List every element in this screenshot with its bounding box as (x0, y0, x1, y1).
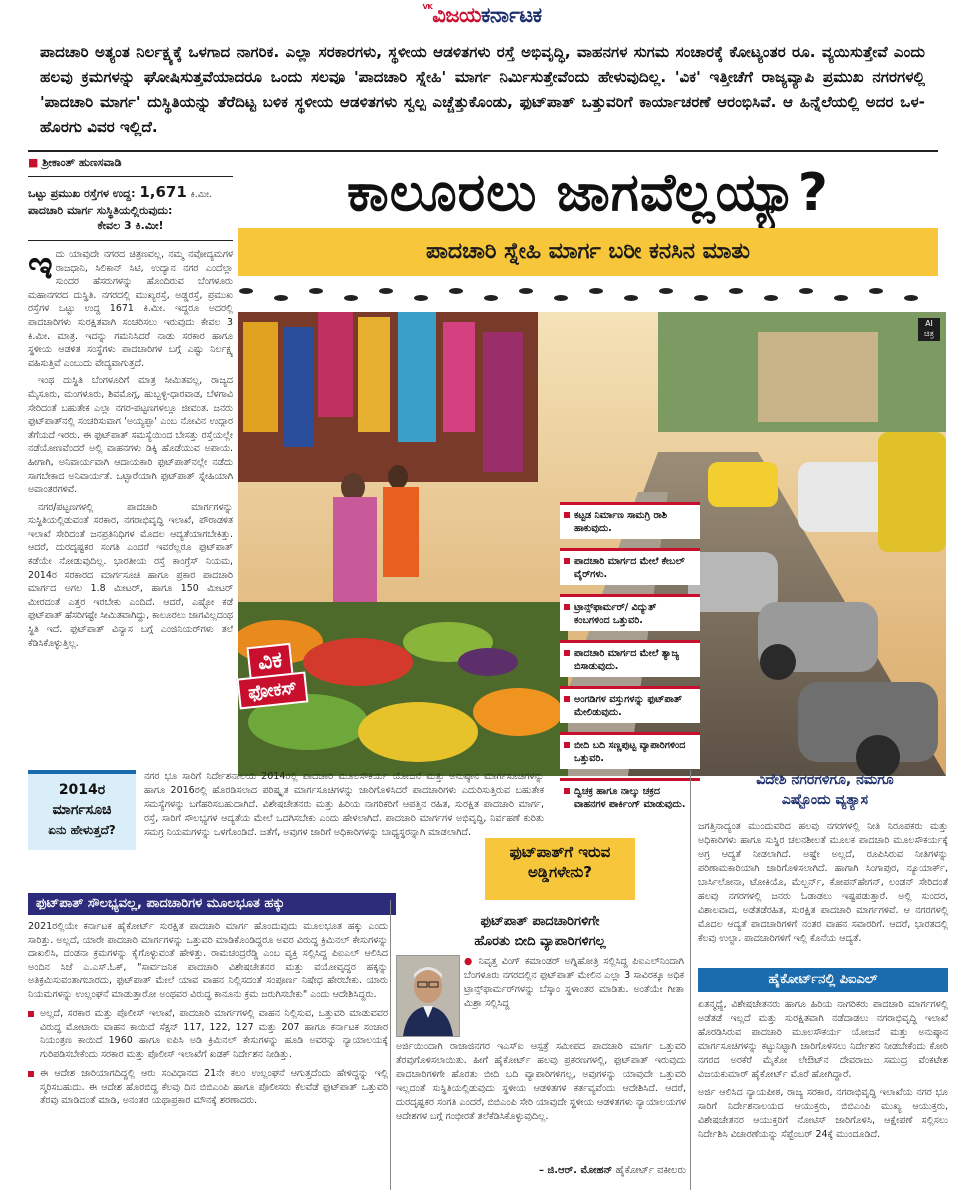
foreign-cities-heading: ವಿದೇಶಿ ನಗರಗಳಿಗೂ, ನಮಗೂ ಎಷ್ಟೊಂದು ವ್ಯತ್ಯಾಸ (756, 772, 894, 808)
guideline-2014-box: 2014ರ ಮಾರ್ಗಸೂಚಿ ಏನು ಹೇಳುತ್ತದೆ? (28, 770, 136, 850)
footprint-icon (414, 295, 428, 301)
footprint-icon (344, 295, 358, 301)
obstacle-item: ಅಂಗಡಿಗಳ ವಸ್ತುಗಳನ್ನು ಫುಟ್‌ಪಾತ್ ಮೇಲಿಡುವುದು. (560, 686, 700, 723)
obstacle-item: ಬೀದಿ ಬದಿ ಸಣ್ಣಪುಟ್ಟ ವ್ಯಾಪಾರಿಗಳಿಂದ ಒತ್ತುವರಿ. (560, 732, 700, 769)
footprint-icon (554, 295, 568, 301)
newspaper-logo: $^{VK}$ವಿಜಯಕರ್ನಾಟಕ (422, 3, 542, 27)
intro-paragraph: ಪಾದಚಾರಿ ಅತ್ಯಂತ ನಿರ್ಲಕ್ಷ್ಯಕ್ಕೆ ಒಳಗಾದ ನಾಗರಿಕ. ಎಲ್ಲಾ ಸರಕಾರಗಳು, ಸ್ಥಳೀಯ ಆಡಳಿತಗಳು ರಸ್ತೆ ಅಭಿವೃದ್ಧಿ, ವಾಹನಗಳ ಸುಗಮ ಸಂಚಾರಕ್ಕೆ ಕೋಟ್ಯಂತರ ರೂ. ವ್ಯಯಿಸುತ್ತೇವೆ ಎಂದು ಹಲವು ಕ್ರಮಗಳನ್ನು ಘೋಷಿಸುತ್ತವೆಯಾದರೂ ಒಂದು ಸಲವೂ 'ಪಾದಚಾರಿ ಸ್ನೇಹಿ' ಮಾರ್ಗ ನಿರ್ಮಿಸುತ್ತೇವೆಂದು ಹೇಳುವುದಿಲ್ಲ. 'ವಿಕ' ಇತ್ತೀಚೆಗೆ ರಾಜ್ಯವ್ಯಾಪಿ ಪ್ರಮುಖ ನಗರಗಳಲ್ಲಿ 'ಪಾದಚಾರಿ ಮಾರ್ಗ' ದುಸ್ಥಿತಿಯನ್ನು ತೆರೆದಿಟ್ಟ ಬಳಿಕ ಸ್ಥಳೀಯ ಆಡಳಿತಗಳು ಸ್ವಲ್ಪ ಎಚ್ಚೆತ್ತುಕೊಂಡು, ಫುಟ್‌ಪಾತ್ ಒತ್ತುವರಿಗೆ ಕಾರ್ಯಾಚರಣೆ ಆರಂಭಿಸಿವೆ. ಆ ಹಿನ್ನೆಲೆಯಲ್ಲಿ ಅದರ ಒಳ-ಹೊರಗು ವಿವರ ಇಲ್ಲಿದೆ. (40, 43, 925, 136)
bullet-point: ಅಲ್ಲದೆ, ಸರಕಾರ ಮತ್ತು ಪೊಲೀಸ್ ಇಲಾಖೆ, ಪಾದಚಾರಿ ಮಾರ್ಗಗಳಲ್ಲಿ ವಾಹನ ನಿಲ್ಲಿಸುವ, ಒತ್ತುವರಿ ಮಾಡುವವರ ವಿರುದ್ಧ ಮೋಟಾರು ವಾಹನ ಕಾಯಿದೆ ಸೆಕ್ಷನ್ 117, 122, 127 ಮತ್ತು 207 ಹಾಗೂ ಕರ್ನಾಟಕ ಸಂಚಾರ ನಿಯಂತ್ರಣ ಕಾಯಿದೆ 1960 ಹಾಗೂ ಐಪಿಸಿ ಅಡಿ ಕ್ರಿಮಿನಲ್ ಕೇಸುಗಳನ್ನು ಹೂಡಿ ಅವರನ್ನು ನ್ಯಾಯಾಲಯಕ್ಕೆ ಗುರಿಪಡಿಸಬೇಕೆಂದು ಸರಕಾರ ಮತ್ತು ಪೊಲೀಸ್ ಇಲಾಖೆಗೆ ಖಡಕ್ ನಿರ್ದೇಶನ ನೀಡಿತ್ತು. (28, 1007, 388, 1061)
byline: ■ ಶ್ರೀಕಾಂತ್ ಹುಣಸವಾಡಿ (28, 156, 122, 169)
footprint-icon (764, 295, 778, 301)
divider (28, 240, 233, 241)
obstacles-list (560, 502, 700, 824)
footprint-icon (834, 295, 848, 301)
bullet-point: ಈ ಆದೇಶ ಜಾರಿಯಾಗದಿದ್ದಲ್ಲಿ ಆರು ಸಂವಿಧಾನದ 21ನೇ ಕಲಂ ಉಲ್ಲಂಘನೆ ಆಗುತ್ತದೆಂದು ಹೇಳಿದ್ದನ್ನು ಇಲ್ಲಿ ಸ್ಮರಿಸಬಹುದು. ಈ ಆದೇಶ ಹೊರಬಿದ್ದ ಕೆಲವು ದಿನ ಬಿಬಿಎಂಪಿ ಹಾಗೂ ಪೊಲೀಸರು ಕೆಲವೆಡೆ ಫುಟ್‌ಪಾತ್ ಒತ್ತುವರಿ ತೆರವು ಮಾಡಿದಂತೆ ಮಾಡಿ, ಅನಂತರ ಯಥಾಪ್ರಕಾರ ಮೌನಕ್ಕೆ ಶರಣಾದರು. (28, 1067, 388, 1108)
vika-focus-stamp: ವಿಕ ಫೋಕಸ್ (238, 645, 358, 715)
ai-image-badge: AI ಚಿತ್ರ (918, 318, 940, 341)
obstacle-item: ಪಾದಚಾರಿ ಮಾರ್ಗದ ಮೇಲೆ ಕೇಬಲ್ ವೈರ್‌ಗಳು. (560, 548, 700, 585)
footprint-icon (239, 288, 253, 294)
footpath-rights-banner: ಫುಟ್‌ಪಾತ್ ಸೌಲಭ್ಯವಲ್ಲ, ಪಾದಚಾರಿಗಳ ಮೂಲಭೂತ ಹಕ್ಕು (28, 893, 396, 915)
footprint-icon (309, 288, 323, 294)
footprint-icon (624, 295, 638, 301)
footprint-icon (449, 288, 463, 294)
footprint-icon (694, 295, 708, 301)
drop-cap: ಇ (28, 243, 53, 287)
footprint-icon (379, 288, 393, 294)
footprint-icon (729, 288, 743, 294)
lawyer-quote-continued: ಅರ್ಜಿಯಿಂದಾಗಿ ರಾಜಾಜಿನಗರ ಇಎಸ್‌ಐ ಆಸ್ಪತ್ರೆ ಸಮೀಪದ ಪಾದಚಾರಿ ಮಾರ್ಗ ಒತ್ತುವರಿ ತೆರವುಗೊಳಿಸಲಾಯಿತು. ಹೀಗೆ ಹೈಕೋರ್ಟ್ ಹಲವು ಪ್ರಕರಣಗಳಲ್ಲಿ, ಫುಟ್‌ಪಾತ್ ಇರುವುದು ಪಾದಚಾರಿಗಳಿಗೇ ಹೊರತು ಬೀದಿ ಬದಿ ವ್ಯಾಪಾರಿಗಳಿಗಲ್ಲ, ಅವುಗಳನ್ನು ಯಾವುದೇ ಒತ್ತುವರಿ ಇಲ್ಲದಂತೆ ಸುಸ್ಥಿತಿಯಲ್ಲಿಡುವುದು ಸ್ಥಳೀಯ ಆಡಳಿತಗಳ ಕರ್ತವ್ಯವೆಂದು ಆದೇಶಿಸಿದೆ. ಆದರೆ, ದುರದೃಷ್ಟಕರ ಸಂಗತಿ ಎಂದರೆ, ಬಿಬಿಎಂಪಿ ಸೇರಿ ಯಾವುದೇ ಸ್ಥಳೀಯ ಆಡಳಿತಗಳು ನ್ಯಾಯಾಲಯಗಳ ಆದೇಶಗಳ ಬಗ್ಗೆ ಗಂಭೀರತೆ ತಲೆಕೆಡಿಸಿಕೊಳ್ಳುವುದಿಲ್ಲ. (396, 1041, 686, 1122)
footprint-icon (484, 295, 498, 301)
subheadline: ಪಾದಚಾರಿ ಸ್ನೇಹಿ ಮಾರ್ಗ ಬರೀ ಕನಸಿನ ಮಾತು (238, 228, 938, 276)
obstacle-item: ದ್ವಿಚಕ್ರ ಹಾಗೂ ನಾಲ್ಕು ಚಕ್ರದ ವಾಹನಗಳ ಪಾರ್ಕಿಂಗ್ ಮಾಡುವುದು. (560, 778, 700, 815)
guideline-2014-text: ನಗರ ಭೂ ಸಾರಿಗೆ ನಿರ್ದೇಶನಾಲಯ 2014ರಲ್ಲಿ ಪಾದಚಾರಿ ಮೂಲಸೌಕರ್ಯ ಯೋಜನೆ ಮತ್ತು ಅನುಷ್ಠಾನ ಮಾರ್ಗಸೂಚಿಗಳನ್ನು ಹಾಗೂ 2016ರಲ್ಲಿ ಹೊರಡಿಸಲಾದ ಪರಿಷ್ಕೃತ ಮಾರ್ಗಸೂಚಿಗಳನ್ನು ಜಾರಿಗೊಳಿಸಿದರೆ ಪಾದಚಾರಿಗಳು ಎದುರಿಸುತ್ತಿರುವ ಬಹುತೇಕ ಸಮಸ್ಯೆಗಳನ್ನು ಬಗೆಹರಿಸಬಹುದಾಗಿದೆ. ವಿಶೇಷಚೇತನರು ಮತ್ತು ಹಿರಿಯ ನಾಗರಿಕರಿಗೆ ಆಪತ್ತಿನ ರಹಿತ, ಸುರಕ್ಷಿತ ಪಾದಚಾರಿ ಮಾರ್ಗ, ರಸ್ತೆ, ಸಾರಿಗೆ ಸೌಲಭ್ಯಗಳ ಆದ್ಯತೆಯ ಮೇಲೆ ಒದಗಿಸಬೇಕು ಎಂದು ಹೇಳಲಾಗಿದೆ. ಪಾದಚಾರಿ ಮಾರ್ಗಗಳ ಅಭಿವೃದ್ಧಿ, ನಿರ್ವಹಣೆ ಕುರಿತು ಸಮಗ್ರ ನಿಯಮಗಳನ್ನು ಒಳಗೊಂಡಿದೆ. ಜತೆಗೆ, ಅವುಗಳ ಜಾರಿಗೆ ಅಧಿಕಾರಿಗಳನ್ನು ಬಾಧ್ಯಸ್ಥರನ್ನಾಗಿ ಮಾಡಲಾಗಿದೆ. (144, 771, 544, 838)
footprint-icon (274, 295, 288, 301)
divider (28, 150, 938, 152)
fact-box: ಒಟ್ಟು ಪ್ರಮುಖ ರಸ್ತೆಗಳ ಉದ್ದ: 1,671 ಕಿ.ಮೀ. ಪಾದಚಾರಿ ಮಾರ್ಗ ಸುಸ್ಥಿತಿಯಲ್ಲಿರುವುದು: ಕೇವಲ 3 ಕಿ.ಮೀ! (28, 183, 212, 232)
footprint-icon (659, 288, 673, 294)
headline: ಕಾಲೂರಲು ಜಾಗವೆಲ್ಲಯ್ಯಾ? (347, 163, 829, 223)
footprint-icon (799, 288, 813, 294)
main-article: ಇದು ಯಾವುದೇ ನಗರದ ಚಿತ್ರಣವಲ್ಲ, ನಮ್ಮ ನವೋದ್ಯಮಗಳ ರಾಜಧಾನಿ, ಸಿಲಿಕಾನ್ ಸಿಟಿ, ಉದ್ಯಾನ ನಗರ ಎಂದೆಲ್ಲಾ ಸುಂದರ ಹೆಸರುಗಳನ್ನು ಹೊಂದಿರುವ ಬೆಂಗಳೂರು ಮಹಾನಗರದ ದುಸ್ಥಿತಿ. ನಗರದಲ್ಲಿ ಮುಖ್ಯರಸ್ತೆ, ಅಡ್ಡರಸ್ತೆ, ಪ್ರಮುಖ ರಸ್ತೆಗಳ ಒಟ್ಟು ಉದ್ದ 1671 ಕಿ.ಮೀ. ಇದ್ದರೂ ಅದರಲ್ಲಿ ಪಾದಚಾರಿಗಳು ಸುರಕ್ಷಿತವಾಗಿ ಸಂಚರಿಸಲು ಇರುವುದು ಕೇವಲ 3 ಕಿ.ಮೀ. ಮಾತ್ರ. ಇದನ್ನು ಗಮನಿಸಿದರೆ ನಾಡು ಸರಕಾರ ಹಾಗೂ ಸ್ಥಳೀಯ ಆಡಳಿತ ಸಂಸ್ಥೆಗಳು ಪಾದಚಾರಿಗಳ ಬಗ್ಗೆ ಎಷ್ಟು ನಿರ್ಲಕ್ಷ್ಯ ವಹಿಸುತ್ತಿವೆ ಎಂಬುದು ವೇದ್ಯವಾಗುತ್ತದೆ. ಇಂಥ ದುಸ್ಥಿತಿ ಬೆಂಗಳೂರಿಗೆ ಮಾತ್ರ ಸೀಮಿತವಲ್ಲ, ರಾಜ್ಯದ ಮೈಸೂರು, ಮಂಗಳೂರು, ಶಿವಮೊಗ್ಗ, ಹುಬ್ಬಳ್ಳಿ-ಧಾರವಾಡ, ಬೆಳಗಾವಿ ಸೇರಿದಂತೆ ಬಹುತೇಕ ಎಲ್ಲಾ ನಗರ-ಪಟ್ಟಣಗಳಲ್ಲೂ ಜೀವಂತ. ಜನರು ಫುಟ್‌ಪಾತ್‌ನಲ್ಲಿ ಸಂಚರಿಸುವಾಗ 'ಅಯ್ಯಪ್ಪಾ' ಎಂಬ ನೋವಿನ ಉದ್ಗಾರ ತೆಗೆಯದೆ ಇರರು. ಈ ಫುಟ್‌ಪಾತ್ ಸಮಸ್ಯೆಯಿಂದ ಬೇಸತ್ತು ರಸ್ತೆಯಲ್ಲೇ ನಡೆಯೋಣವೆಂದರೆ ಅಲ್ಲಿ ವಾಹನಗಳು ಡಿಕ್ಕಿ ಹೊಡೆಯುವ ಅಪಾಯ. ಹೀಗಾಗಿ, ಅನಿವಾರ್ಯವಾಗಿ ಆದಾಯಕಾರಿ ಫುಟ್‌ಪಾತ್‌ನಲ್ಲೇ ನಡೆದು ಸಾಗಬೇಕಾದ ಅನಿವಾರ್ಯತೆ. ಒಟ್ಟಾರೆಯಾಗಿ ಫುಟ್‌ಪಾತ್ ಸ್ನೇಹಿಯಾಗಿ ಅವಾಂತರಗಳಿವೆ. ನಗರ/ಪಟ್ಟಣಗಳಲ್ಲಿ ಪಾದಚಾರಿ ಮಾರ್ಗಗಳನ್ನು ಸುಸ್ಥಿತಿಯಲ್ಲಿಡುವಂತೆ ಸರಕಾರ, ನಗರಾಭಿವೃದ್ಧಿ ಇಲಾಖೆ, ಪೌರಾಡಳಿತ ಇಲಾಖೆ ಸೇರಿದಂತೆ ಜನಪ್ರತಿನಿಧಿಗಳ ಮೊದಲ ಆದ್ಯತೆಯಾಗಬೇಕಿತ್ತು. ಆದರೆ, ದುರದೃಷ್ಟಕರ ಸಂಗತಿ ಎಂದರೆ ಇವರೆಲ್ಲರೂ ಫುಟ್‌ಪಾತ್ ಕಡೆಯೇ ನೋಡುವುದಿಲ್ಲ. ಭಾರತೀಯ ರಸ್ತೆ ಕಾಂಗ್ರೆಸ್ ನಿಯಮ, 2014ರ ಸರಕಾರದ ಮಾರ್ಗಸೂಚಿ ಹಾಗೂ ಪ್ರಕಾರ ಪಾದಚಾರಿ ಮಾರ್ಗದ ಅಗಲ 1.8 ಮೀಟರ್, ಹಾಗೂ 150 ಮೀಟರ್ ಮೀರದಂತೆ ಎತ್ತರ ಇರಬೇಕು ಎಂದಿದೆ. ಆದರೆ, ಎಷ್ಟೋ ಕಡೆ ಫುಟ್‌ಪಾತ್ ಹೆಸರಿಗಷ್ಟೇ ಸೀಮಿತವಾಗಿದ್ದು, ಕಾಲೂರಲು ಜಾಗವಿಲ್ಲದಂಥ ಸ್ಥಿತಿ ಇದೆ. ಫುಟ್‌ಪಾತ್ ವಿನ್ಯಾಸ ಬಗ್ಗೆ ಎಂಜಿನಿಯರ್‌ಗಳು ತಲೆ ಕೆಡಿಸಿಕೊಳ್ಳುತ್ತಿಲ್ಲ. (28, 243, 233, 649)
lawyer-signature: – ಜಿ.ಆರ್. ಮೋಹನ್ ಹೈಕೋರ್ಟ್ ವಕೀಲರು (539, 1165, 686, 1176)
footprint-icon (869, 288, 883, 294)
obstacle-item: ಟ್ರಾನ್ಸ್‌ಫಾರ್ಮರ್/ ವಿದ್ಯುತ್ ಕಂಬಗಳಿಂದ ಒತ್ತುವರಿ. (560, 594, 700, 631)
high-court-pil-banner: ಹೈಕೋರ್ಟ್‌ನಲ್ಲಿ ಪಿಐಎಲ್ (698, 968, 948, 992)
lawyer-portrait (396, 955, 460, 1037)
lawyer-quote-heading: ಫುಟ್‌ಪಾತ್ ಪಾದಚಾರಿಗಳಿಗೇ ಹೊರತು ಬೀದಿ ವ್ಯಾಪಾರಿಗಳಿಗಲ್ಲ (474, 914, 606, 949)
column-divider (390, 900, 391, 1190)
divider (28, 176, 233, 177)
obstacle-item: ಪಾದಚಾರಿ ಮಾರ್ಗದ ಮೇಲೆ ತ್ಯಾಜ್ಯ ಬಿಸಾಡುವುದು. (560, 640, 700, 677)
lawyer-quote-text: ● ನಿವೃತ್ತ ವಿಂಗ್ ಕಮಾಂಡರ್ ಅಗ್ನಿಹೋತ್ರಿ ಸಲ್ಲಿಸಿದ್ದ ಪಿಐಎಲ್‌ನಿಂದಾಗಿ ಬೆಂಗಳೂರು ನಗರದಲ್ಲಿನ ಫುಟ್‌ಪಾತ್ ಮೇಲಿನ ಎಲ್ಲಾ 3 ಸಾವಿರಕ್ಕೂ ಅಧಿಕ ಟ್ರಾನ್ಸ್‌ಫಾರ್ಮರ್‌ಗಳನ್ನು ಬೆಸ್ಕಾಂ ಸ್ಥಳಾಂತರ ಮಾಡಿತು. ಅಂತೆಯೇ ಗೀತಾ ಮಿಶ್ರಾ ಸಲ್ಲಿಸಿದ್ದ (464, 956, 684, 1009)
footpath-rights-text: 2021ರಲ್ಲಿಯೇ ಕರ್ನಾಟಕ ಹೈಕೋರ್ಟ್ ಸುರಕ್ಷಿತ ಪಾದಚಾರಿ ಮಾರ್ಗ ಹೊಂದುವುದು ಮೂಲಭೂತ ಹಕ್ಕು ಎಂದು ಸಾರಿತ್ತು. ಅಲ್ಲದೆ, ಯಾರೇ ಪಾದಚಾರಿ ಮಾರ್ಗಗಳನ್ನು ಒತ್ತುವರಿ ಮಾಡಿಕೊಂಡಿದ್ದರೂ ಅವರ ವಿರುದ್ಧ ಕ್ರಿಮಿನಲ್ ಕೇಸುಗಳನ್ನು ದಾಖಲಿಸಿ, ದಂಡನಾ ಕ್ರಮಗಳನ್ನು ಕೈಗೊಳ್ಳುವಂತೆ ಹೇಳಿತ್ತು. ರಾಮಚಂದ್ರರೆಡ್ಡಿ ಎಂಬ ವ್ಯಕ್ತಿ ಸಲ್ಲಿಸಿದ್ದ ಪಿಐಎಲ್ ಆಲಿಸಿದ ಅಂದಿನ ಸಿಜೆ ಎ.ಎಸ್.ಓಕ್, "ಸಾರ್ವಜನಿಕ ಪಾದಚಾರಿ ವಿಶೇಷಚೇತನರ ಮತ್ತು ವಯೋವೃದ್ಧರ ಹಕ್ಕನ್ನು ಅತಿಕ್ರಮಿಸುವಂತಾಗಬಾರದು, ಫುಟ್‌ಪಾತ್ ಮೇಲೆ ಯಾವ ವಾಹನ ನಿಲ್ಲಿಸದಂತೆ ಸಂಪೂರ್ಣ ನಿಷೇಧ ಹೇರಬೇಕು. ಯಾರು ನಿಯಮಗಳನ್ನು ಉಲ್ಲಂಘನೆ ಮಾಡುತ್ತಾರೋ ಅಂಥವರ ವಿರುದ್ಧ ಕಾನೂನು ಕ್ರಮ ಜರುಗಿಸಬೇಕು" ಎಂದು ಆದೇಶಿಸಿದ್ದರು. ಅಲ್ಲದೆ, ಸರಕಾರ ಮತ್ತು ಪೊಲೀಸ್ ಇಲಾಖೆ, ಪಾದಚಾರಿ ಮಾರ್ಗಗಳಲ್ಲಿ ವಾಹನ ನಿಲ್ಲಿಸುವ, ಒತ್ತುವರಿ ಮಾಡುವವರ ವಿರುದ್ಧ ಮೋಟಾರು ವಾಹನ ಕಾಯಿದೆ ಸೆಕ್ಷನ್ 117, 122, 127 ಮತ್ತು 207 ಹಾಗೂ ಕರ್ನಾಟಕ ಸಂಚಾರ ನಿಯಂತ್ರಣ ಕಾಯಿದೆ 1960 ಹಾಗೂ ಐಪಿಸಿ ಅಡಿ ಕ್ರಿಮಿನಲ್ ಕೇಸುಗಳನ್ನು ಹೂಡಿ ಅವರನ್ನು ನ್ಯಾಯಾಲಯಕ್ಕೆ ಗುರಿಪಡಿಸಬೇಕೆಂದು ಸರಕಾರ ಮತ್ತು ಪೊಲೀಸ್ ಇಲಾಖೆಗೆ ಖಡಕ್ ನಿರ್ದೇಶನ ನೀಡಿತ್ತು. ಈ ಆದೇಶ ಜಾರಿಯಾಗದಿದ್ದಲ್ಲಿ ಆರು ಸಂವಿಧಾನದ 21ನೇ ಕಲಂ ಉಲ್ಲಂಘನೆ ಆಗುತ್ತದೆಂದು ಹೇಳಿದ್ದನ್ನು ಇಲ್ಲಿ ಸ್ಮರಿಸಬಹುದು. ಈ ಆದೇಶ ಹೊರಬಿದ್ದ ಕೆಲವು ದಿನ ಬಿಬಿಎಂಪಿ ಹಾಗೂ ಪೊಲೀಸರು ಕೆಲವೆಡೆ ಫುಟ್‌ಪಾತ್ ಒತ್ತುವರಿ ತೆರವು ಮಾಡಿದಂತೆ ಮಾಡಿ, ಅನಂತರ ಯಥಾಪ್ರಕಾರ ಮೌನಕ್ಕೆ ಶರಣಾದರು. (28, 921, 388, 1106)
masthead (0, 0, 964, 34)
footprint-icon (904, 295, 918, 301)
foreign-cities-text: ಜಗತ್ತಿನಾದ್ಯಂತ ಮುಂದುವರಿದ ಹಲವು ನಗರಗಳಲ್ಲಿ ನೀತಿ ನಿರೂಪಕರು ಮತ್ತು ಅಧಿಕಾರಿಗಳು ಹಾಗೂ ಸುಸ್ಥಿರ ಚಲನಶೀಲತೆ ಮೂಲಕ ಪಾದಚಾರಿ ಮೂಲಸೌಕರ್ಯಕ್ಕೆ ಅಗ್ರ ಆದ್ಯತೆ ನೀಡಲಾಗಿದೆ. ಅಷ್ಟೇ ಅಲ್ಲದೆ, ರೂಪಿಸಿರುವ ನೀತಿಗಳನ್ನು ಪರಿಣಾಮಕಾರಿಯಾಗಿ ಜಾರಿಗೊಳಿಸಲಾಗಿದೆ. ಹಾಗಾಗಿ ಸಿಂಗಾಪುರ, ನ್ಯೂಯಾರ್ಕ್, ಬಾರ್ಸಿಲೋನಾ, ಟೋಕಿಯೊ, ಮೆಲ್ಬರ್ನ್, ಕೋಪನ್‌ಹೇಗನ್, ಲಂಡನ್ ಸೇರಿದಂತೆ ಹಲವು ನಗರಗಳಲ್ಲಿ ಜನರು ಓಡಾಡಲು ಇಷ್ಟಪಡುತ್ತಾರೆ. ಅಲ್ಲಿ ಸುಂದರ, ವಿಶಾಲವಾದ, ಅಡೆತಡೆರಹಿತ, ಸುರಕ್ಷಿತ ಪಾದಚಾರಿ ಮಾರ್ಗಗಳಿವೆ. ಆ ನಗರಗಳಲ್ಲಿ ಮೊದಲ ಆದ್ಯತೆ ಪಾದಚಾರಿಗಳಿಗೆ ನಂತರ ವಾಹನ ಸವಾರರಿಗೆ. ಆದರೆ, ಭಾರತದಲ್ಲಿ ಕೆಲವು ಉಲ್ಟಾ. ಪಾದಚಾರಿಗಳಿಗೆ ಇಲ್ಲಿ ಕೊನೆಯ ಆದ್ಯತೆ. (698, 821, 948, 944)
high-court-pil-text: ಏತನ್ಮಧ್ಯೆ, ವಿಶೇಷಚೇತನರು ಹಾಗೂ ಹಿರಿಯ ನಾಗರಿಕರು ಪಾದಚಾರಿ ಮಾರ್ಗಗಳಲ್ಲಿ ಅಡೆತಡೆ ಇಲ್ಲದೆ ಮತ್ತು ಸುರಕ್ಷಿತವಾಗಿ ನಡೆದಾಡಲು ನಗರಾಭಿವೃದ್ಧಿ ಇಲಾಖೆ ಹೊರಡಿಸಿರುವ ಪಾದಚಾರಿ ಮೂಲಸೌಕರ್ಯ ಯೋಜನೆ ಮತ್ತು ಅನುಷ್ಠಾನ ಮಾರ್ಗಸೂಚಿಗಳನ್ನು ಕಟ್ಟುನಿಟ್ಟಾಗಿ ಜಾರಿಗೊಳಿಸಲು ನಿರ್ದೇಶನ ನೀಡಬೇಕೆಂದು ಕೋರಿ ನಗರದ ಅರಕೆರೆ ಮೈಕೋ ಲೇಔಟ್‌ನ ದೇವರಾಜು ಸಮುದ್ರ ವೆಂಕಟೇಶ ವಿಜಯಕುಮಾರ್ ಹೈಕೋರ್ಟ್ ಮೊರೆ ಹೋಗಿದ್ದಾರೆ. ಅರ್ಜಿ ಆಲಿಸಿದ ನ್ಯಾಯಪೀಠ, ರಾಜ್ಯ ಸರಕಾರ, ನಗರಾಭಿವೃದ್ಧಿ ಇಲಾಖೆಯ ನಗರ ಭೂ ಸಾರಿಗೆ ನಿರ್ದೇಶನಾಲಯದ ಆಯುಕ್ತರು, ಬಿಬಿಎಂಪಿ ಮುಖ್ಯ ಆಯುಕ್ತರು, ವಿಶೇಷಚೇತನರ ಆಯುಕ್ತರಿಗೆ ನೋಟಿಸ್ ಜಾರಿಗೊಳಿಸಿ, ಆಕ್ಷೇಪಣೆ ಸಲ್ಲಿಸಲು ನಿರ್ದೇಶಿಸಿ ವಿಚಾರಣೆಯನ್ನು ಸೆಪ್ಟೆಂಬರ್ 24ಕ್ಕೆ ಮುಂದೂಡಿದೆ. (698, 999, 948, 1140)
obstacles-heading: ಫುಟ್‌ಪಾತ್‌ಗೆ ಇರುವ ಅಡ್ಡಿಗಳೇನು? (485, 838, 635, 900)
footprint-icon (519, 288, 533, 294)
footprint-icon (589, 288, 603, 294)
obstacle-item: ಕಟ್ಟಡ ನಿರ್ಮಾಣ ಸಾಮಗ್ರಿ ರಾಶಿ ಹಾಕುವುದು. (560, 502, 700, 539)
footprints-decoration (238, 285, 938, 307)
column-divider (690, 770, 691, 1190)
